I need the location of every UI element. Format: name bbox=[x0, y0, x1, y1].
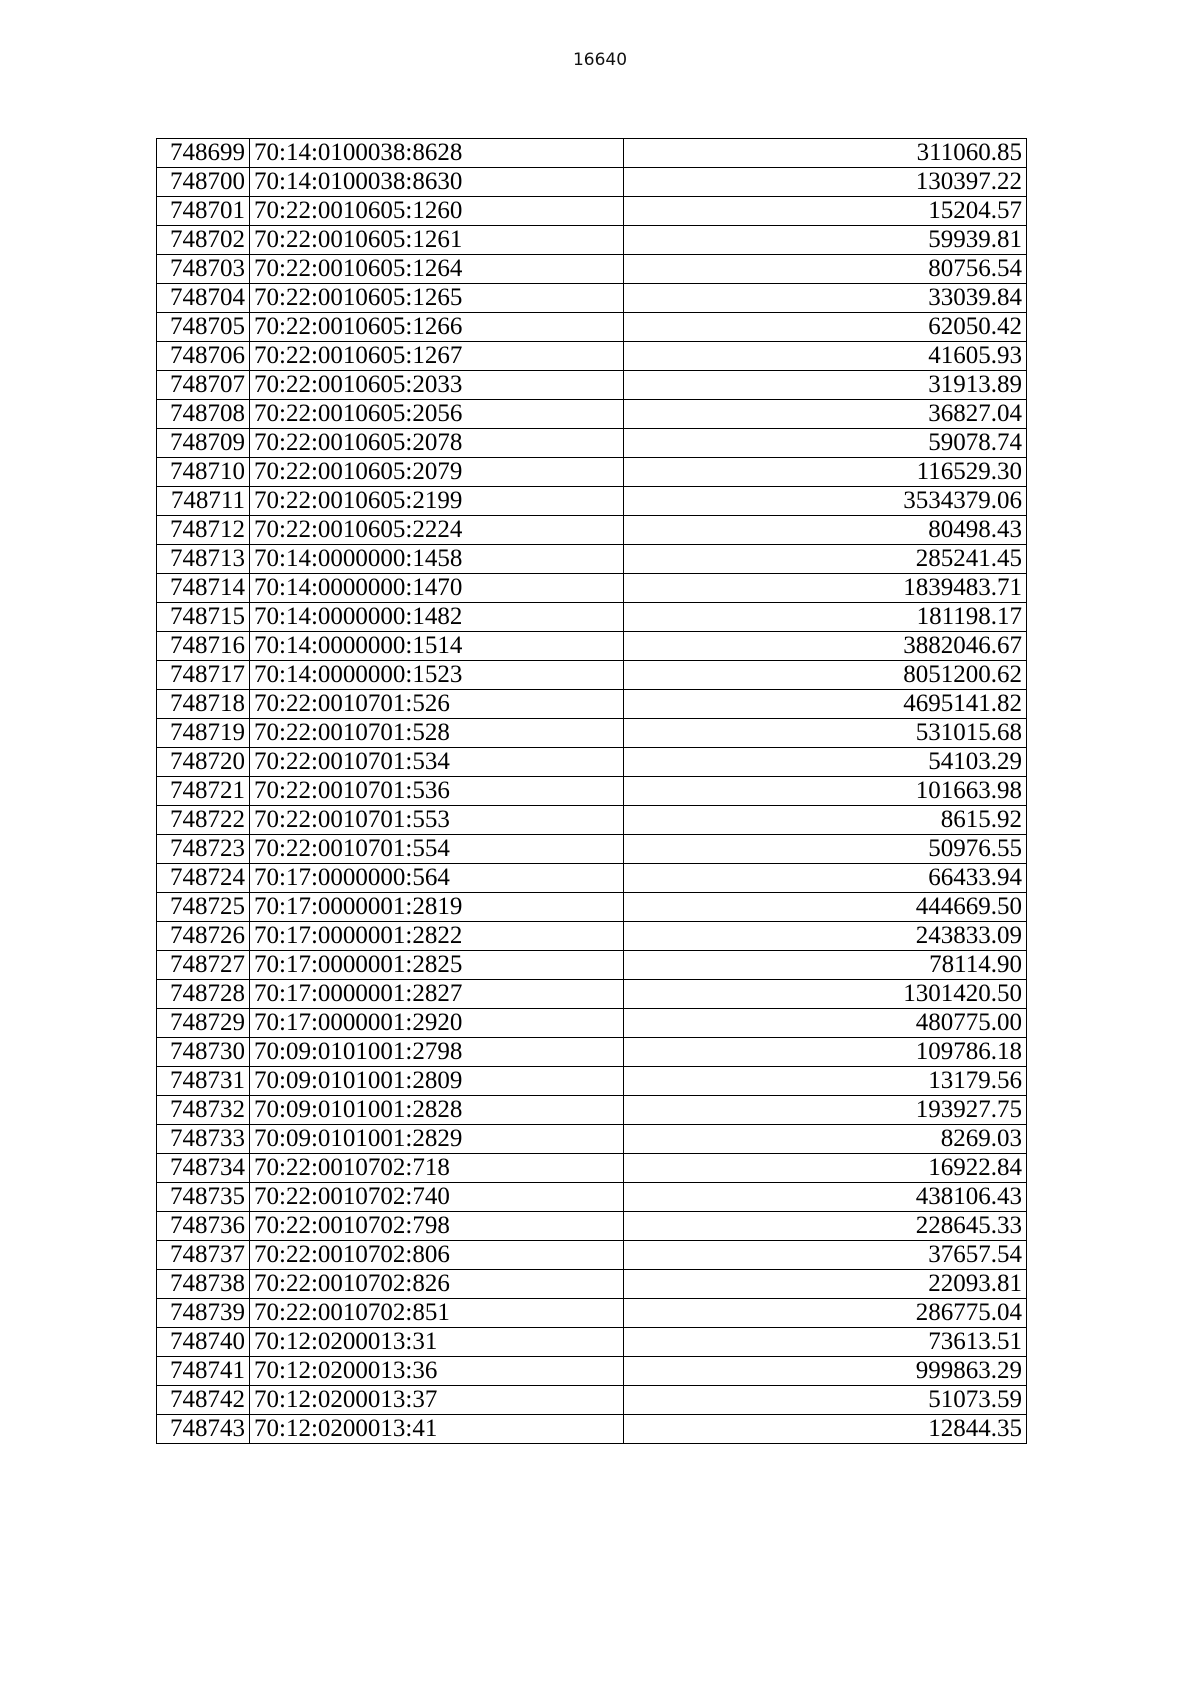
value-cell: 37657.54 bbox=[624, 1241, 1027, 1270]
table-row bbox=[157, 400, 1027, 429]
row-id-cell: 748706 bbox=[157, 342, 250, 371]
table-row bbox=[157, 1154, 1027, 1183]
value-cell: 78114.90 bbox=[624, 951, 1027, 980]
cadastral-number-cell: 70:22:0010701:528 bbox=[250, 719, 624, 748]
table-row bbox=[157, 371, 1027, 400]
row-id-cell: 748712 bbox=[157, 516, 250, 545]
value-cell: 59939.81 bbox=[624, 226, 1027, 255]
cadastral-number-cell: 70:14:0000000:1523 bbox=[250, 661, 624, 690]
row-id-cell: 748699 bbox=[157, 139, 250, 168]
table-row bbox=[157, 661, 1027, 690]
value-cell: 15204.57 bbox=[624, 197, 1027, 226]
value-cell: 1301420.50 bbox=[624, 980, 1027, 1009]
table-row bbox=[157, 719, 1027, 748]
table-row bbox=[157, 342, 1027, 371]
table-row bbox=[157, 197, 1027, 226]
table-row bbox=[157, 429, 1027, 458]
row-id-cell: 748741 bbox=[157, 1357, 250, 1386]
row-id-cell: 748716 bbox=[157, 632, 250, 661]
row-id-cell: 748711 bbox=[157, 487, 250, 516]
row-id-cell: 748743 bbox=[157, 1415, 250, 1444]
cadastral-number-cell: 70:12:0200013:36 bbox=[250, 1357, 624, 1386]
row-id-cell: 748709 bbox=[157, 429, 250, 458]
row-id-cell: 748727 bbox=[157, 951, 250, 980]
row-id-cell: 748704 bbox=[157, 284, 250, 313]
row-id-cell: 748719 bbox=[157, 719, 250, 748]
row-id-cell: 748718 bbox=[157, 690, 250, 719]
row-id-cell: 748717 bbox=[157, 661, 250, 690]
table-row bbox=[157, 574, 1027, 603]
value-cell: 22093.81 bbox=[624, 1270, 1027, 1299]
table-row bbox=[157, 168, 1027, 197]
value-cell: 181198.17 bbox=[624, 603, 1027, 632]
row-id-cell: 748722 bbox=[157, 806, 250, 835]
table-row bbox=[157, 1328, 1027, 1357]
cadastral-number-cell: 70:12:0200013:31 bbox=[250, 1328, 624, 1357]
row-id-cell: 748701 bbox=[157, 197, 250, 226]
cadastral-number-cell: 70:17:0000001:2825 bbox=[250, 951, 624, 980]
cadastral-number-cell: 70:14:0000000:1470 bbox=[250, 574, 624, 603]
value-cell: 1839483.71 bbox=[624, 574, 1027, 603]
value-cell: 438106.43 bbox=[624, 1183, 1027, 1212]
cadastral-number-cell: 70:22:0010701:536 bbox=[250, 777, 624, 806]
row-id-cell: 748736 bbox=[157, 1212, 250, 1241]
row-id-cell: 748734 bbox=[157, 1154, 250, 1183]
row-id-cell: 748720 bbox=[157, 748, 250, 777]
row-id-cell: 748740 bbox=[157, 1328, 250, 1357]
cadastral-number-cell: 70:22:0010605:2056 bbox=[250, 400, 624, 429]
cadastral-number-cell: 70:22:0010701:526 bbox=[250, 690, 624, 719]
value-cell: 101663.98 bbox=[624, 777, 1027, 806]
value-cell: 50976.55 bbox=[624, 835, 1027, 864]
table-row bbox=[157, 922, 1027, 951]
cadastral-number-cell: 70:12:0200013:37 bbox=[250, 1386, 624, 1415]
table-row bbox=[157, 893, 1027, 922]
value-cell: 228645.33 bbox=[624, 1212, 1027, 1241]
table-row bbox=[157, 226, 1027, 255]
value-cell: 73613.51 bbox=[624, 1328, 1027, 1357]
cadastral-number-cell: 70:22:0010702:806 bbox=[250, 1241, 624, 1270]
cadastral-number-cell: 70:17:0000001:2822 bbox=[250, 922, 624, 951]
value-cell: 285241.45 bbox=[624, 545, 1027, 574]
table-row bbox=[157, 980, 1027, 1009]
table-row bbox=[157, 487, 1027, 516]
table-row bbox=[157, 1386, 1027, 1415]
value-cell: 4695141.82 bbox=[624, 690, 1027, 719]
value-cell: 16922.84 bbox=[624, 1154, 1027, 1183]
cadastral-number-cell: 70:22:0010701:554 bbox=[250, 835, 624, 864]
cadastral-number-cell: 70:22:0010605:1267 bbox=[250, 342, 624, 371]
table-row bbox=[157, 545, 1027, 574]
table-row bbox=[157, 1125, 1027, 1154]
cadastral-number-cell: 70:22:0010702:826 bbox=[250, 1270, 624, 1299]
table-row bbox=[157, 1183, 1027, 1212]
cadastral-number-cell: 70:09:0101001:2829 bbox=[250, 1125, 624, 1154]
table-row bbox=[157, 1270, 1027, 1299]
table-row bbox=[157, 864, 1027, 893]
value-cell: 444669.50 bbox=[624, 893, 1027, 922]
cadastral-number-cell: 70:17:0000000:564 bbox=[250, 864, 624, 893]
table-row bbox=[157, 1038, 1027, 1067]
cadastral-number-cell: 70:22:0010605:1266 bbox=[250, 313, 624, 342]
value-cell: 66433.94 bbox=[624, 864, 1027, 893]
row-id-cell: 748702 bbox=[157, 226, 250, 255]
value-cell: 130397.22 bbox=[624, 168, 1027, 197]
row-id-cell: 748713 bbox=[157, 545, 250, 574]
cadastral-number-cell: 70:09:0101001:2798 bbox=[250, 1038, 624, 1067]
table-row bbox=[157, 516, 1027, 545]
cadastral-number-cell: 70:12:0200013:41 bbox=[250, 1415, 624, 1444]
table-row bbox=[157, 1241, 1027, 1270]
value-cell: 480775.00 bbox=[624, 1009, 1027, 1038]
cadastral-number-cell: 70:22:0010702:740 bbox=[250, 1183, 624, 1212]
value-cell: 8269.03 bbox=[624, 1125, 1027, 1154]
cadastral-number-cell: 70:22:0010605:1260 bbox=[250, 197, 624, 226]
value-cell: 109786.18 bbox=[624, 1038, 1027, 1067]
table-row bbox=[157, 1067, 1027, 1096]
table-row bbox=[157, 1212, 1027, 1241]
cadastral-number-cell: 70:14:0000000:1514 bbox=[250, 632, 624, 661]
cadastral-number-cell: 70:14:0100038:8630 bbox=[250, 168, 624, 197]
row-id-cell: 748705 bbox=[157, 313, 250, 342]
cadastral-number-cell: 70:09:0101001:2828 bbox=[250, 1096, 624, 1125]
value-cell: 3882046.67 bbox=[624, 632, 1027, 661]
value-cell: 8615.92 bbox=[624, 806, 1027, 835]
data-table bbox=[156, 138, 1027, 1444]
row-id-cell: 748715 bbox=[157, 603, 250, 632]
cadastral-number-cell: 70:14:0000000:1458 bbox=[250, 545, 624, 574]
value-cell: 3534379.06 bbox=[624, 487, 1027, 516]
row-id-cell: 748708 bbox=[157, 400, 250, 429]
row-id-cell: 748735 bbox=[157, 1183, 250, 1212]
value-cell: 59078.74 bbox=[624, 429, 1027, 458]
cadastral-number-cell: 70:22:0010605:2224 bbox=[250, 516, 624, 545]
row-id-cell: 748730 bbox=[157, 1038, 250, 1067]
row-id-cell: 748710 bbox=[157, 458, 250, 487]
table-row bbox=[157, 139, 1027, 168]
cadastral-number-cell: 70:22:0010605:1261 bbox=[250, 226, 624, 255]
value-cell: 51073.59 bbox=[624, 1386, 1027, 1415]
cadastral-number-cell: 70:14:0100038:8628 bbox=[250, 139, 624, 168]
cadastral-number-cell: 70:22:0010605:2079 bbox=[250, 458, 624, 487]
cadastral-number-cell: 70:22:0010605:1265 bbox=[250, 284, 624, 313]
row-id-cell: 748731 bbox=[157, 1067, 250, 1096]
row-id-cell: 748707 bbox=[157, 371, 250, 400]
value-cell: 80756.54 bbox=[624, 255, 1027, 284]
value-cell: 8051200.62 bbox=[624, 661, 1027, 690]
cadastral-number-cell: 70:22:0010701:534 bbox=[250, 748, 624, 777]
cadastral-number-cell: 70:22:0010702:851 bbox=[250, 1299, 624, 1328]
table-row bbox=[157, 951, 1027, 980]
table-row bbox=[157, 1357, 1027, 1386]
value-cell: 286775.04 bbox=[624, 1299, 1027, 1328]
table-row bbox=[157, 1299, 1027, 1328]
table-row bbox=[157, 1009, 1027, 1038]
row-id-cell: 748733 bbox=[157, 1125, 250, 1154]
cadastral-number-cell: 70:17:0000001:2920 bbox=[250, 1009, 624, 1038]
row-id-cell: 748723 bbox=[157, 835, 250, 864]
value-cell: 116529.30 bbox=[624, 458, 1027, 487]
cadastral-number-cell: 70:22:0010702:798 bbox=[250, 1212, 624, 1241]
value-cell: 31913.89 bbox=[624, 371, 1027, 400]
value-cell: 41605.93 bbox=[624, 342, 1027, 371]
cadastral-number-cell: 70:09:0101001:2809 bbox=[250, 1067, 624, 1096]
table-row bbox=[157, 1096, 1027, 1125]
table-row bbox=[157, 748, 1027, 777]
value-cell: 62050.42 bbox=[624, 313, 1027, 342]
cadastral-number-cell: 70:17:0000001:2827 bbox=[250, 980, 624, 1009]
row-id-cell: 748737 bbox=[157, 1241, 250, 1270]
cadastral-number-cell: 70:14:0000000:1482 bbox=[250, 603, 624, 632]
value-cell: 531015.68 bbox=[624, 719, 1027, 748]
table-row bbox=[157, 603, 1027, 632]
cadastral-number-cell: 70:22:0010605:2199 bbox=[250, 487, 624, 516]
row-id-cell: 748714 bbox=[157, 574, 250, 603]
cadastral-number-cell: 70:22:0010701:553 bbox=[250, 806, 624, 835]
value-cell: 54103.29 bbox=[624, 748, 1027, 777]
row-id-cell: 748728 bbox=[157, 980, 250, 1009]
value-cell: 13179.56 bbox=[624, 1067, 1027, 1096]
value-cell: 999863.29 bbox=[624, 1357, 1027, 1386]
table-row bbox=[157, 458, 1027, 487]
row-id-cell: 748721 bbox=[157, 777, 250, 806]
table-row bbox=[157, 632, 1027, 661]
page-number: 16640 bbox=[572, 50, 628, 70]
value-cell: 311060.85 bbox=[624, 139, 1027, 168]
table-row bbox=[157, 690, 1027, 719]
table-row bbox=[157, 255, 1027, 284]
row-id-cell: 748700 bbox=[157, 168, 250, 197]
value-cell: 36827.04 bbox=[624, 400, 1027, 429]
value-cell: 33039.84 bbox=[624, 284, 1027, 313]
value-cell: 12844.35 bbox=[624, 1415, 1027, 1444]
value-cell: 243833.09 bbox=[624, 922, 1027, 951]
value-cell: 193927.75 bbox=[624, 1096, 1027, 1125]
table-row bbox=[157, 313, 1027, 342]
cadastral-number-cell: 70:22:0010702:718 bbox=[250, 1154, 624, 1183]
row-id-cell: 748732 bbox=[157, 1096, 250, 1125]
cadastral-number-cell: 70:22:0010605:2078 bbox=[250, 429, 624, 458]
row-id-cell: 748729 bbox=[157, 1009, 250, 1038]
table-row bbox=[157, 806, 1027, 835]
cadastral-number-cell: 70:22:0010605:2033 bbox=[250, 371, 624, 400]
row-id-cell: 748739 bbox=[157, 1299, 250, 1328]
value-cell: 80498.43 bbox=[624, 516, 1027, 545]
table-row bbox=[157, 835, 1027, 864]
row-id-cell: 748738 bbox=[157, 1270, 250, 1299]
table-body bbox=[157, 139, 1027, 1444]
row-id-cell: 748726 bbox=[157, 922, 250, 951]
table-row bbox=[157, 777, 1027, 806]
row-id-cell: 748725 bbox=[157, 893, 250, 922]
row-id-cell: 748724 bbox=[157, 864, 250, 893]
table-row bbox=[157, 1415, 1027, 1444]
table-row bbox=[157, 284, 1027, 313]
row-id-cell: 748742 bbox=[157, 1386, 250, 1415]
row-id-cell: 748703 bbox=[157, 255, 250, 284]
cadastral-number-cell: 70:17:0000001:2819 bbox=[250, 893, 624, 922]
cadastral-number-cell: 70:22:0010605:1264 bbox=[250, 255, 624, 284]
